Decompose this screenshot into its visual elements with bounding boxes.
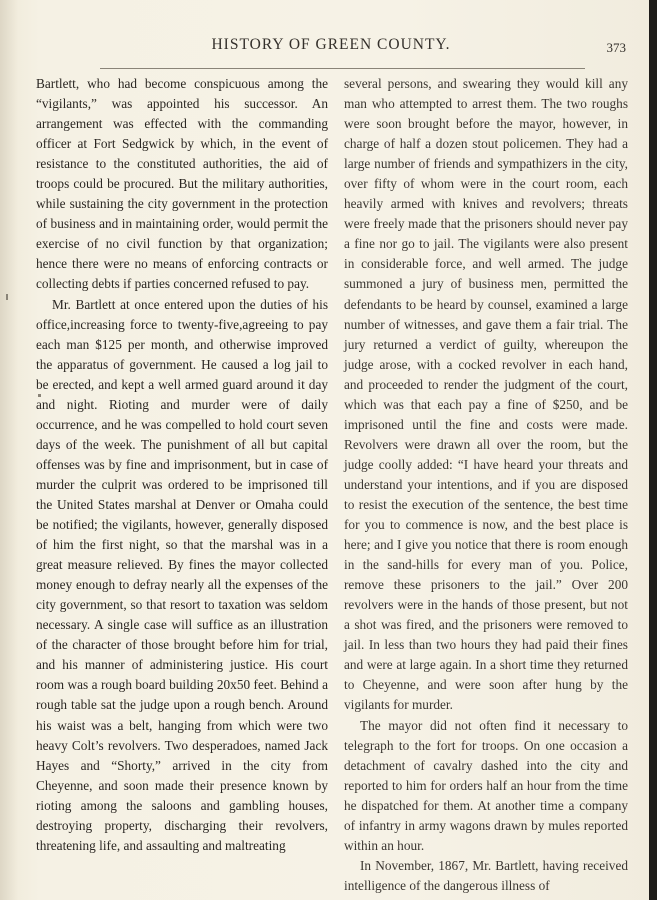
spine-shadow bbox=[0, 0, 18, 900]
left-paragraph-1: Bartlett, who had become conspicuous among the “vigilants,” was appointed his successor. An arrangement was effected with the commanding officer at Fort Sedgwick by which, in the event of resistance to the constituted authorities, the aid of troops could be procured. But the military authorities, while sustaining the city government in the protection of business and in maintaining order, would permit the exercise of no civil function by that organization; hence there were no means of enforcing contracts or collecting debts if parties concerned refused to pay. bbox=[36, 76, 328, 292]
margin-speck bbox=[6, 294, 8, 300]
right-paragraph-3: In November, 1867, Mr. Bartlett, having received intelligence of the dangerous illness of bbox=[344, 857, 628, 893]
running-title: HISTORY OF GREEN COUNTY. bbox=[211, 36, 451, 53]
page-header bbox=[36, 36, 626, 60]
right-column bbox=[344, 74, 628, 896]
margin-speck bbox=[38, 394, 41, 397]
header-rule bbox=[100, 68, 585, 69]
left-column bbox=[36, 74, 328, 856]
right-paragraph-1: several persons, and swearing they would kill any man who attempted to arrest them. The two roughs were soon brought before the mayor, however, in charge of half a dozen stout policemen. They had a large number of friends and sympathizers in the city, over fifty of whom were in the court room, each heavily armed with knives and revolvers; threats were freely made that the prisoners should never pay a fine nor go to jail. The vigilants were also present in considerable force, and well armed. The judge summoned a jury of business men, permitted the defendants to be heard by counsel, examined a large number of witnesses, and gave them a fair trial. The jury returned a verdict of guilty, whereupon the judge arose, with a cocked revolver in each hand, and proceeded to render the judgment of the court, which was that each pay a fine of $250, and be imprisoned until the fine and costs were made. Revolvers were drawn all over the room, but the judge coolly added: “I have heard your threats and understand your intentions, and if you are disposed to resist the execution of the sentence, the best time for you to commence is now, and the best place is here; and I give you notice that there is room enough in the sand-hills for every man of you. Police, remove these prisoners to the jail.” Over 200 revolvers were in the hands of those present, but not a shot was fired, and the prisoners were removed to jail. In less than two hours they had paid their fines and were at large again. In a short time they returned to Cheyenne, and were soon after hung by the vigilants for murder. bbox=[344, 76, 628, 713]
left-paragraph-2: Mr. Bartlett at once entered upon the duties of his office,increasing force to twenty-five,agreeing to pay each man $125 per month, and otherwise improved the apparatus of government. He caused a log jail to be erected, and kept a well armed guard around it day and night. Rioting and murder were of daily occurrence, and he was compelled to hold court seven days of the week. The punishment of all but capital offenses was by fine and imprisonment, but in case of murder the culprit was ordered to be imprisoned till the United States marshal at Denver or Omaha could be notified; the vigilants, however, generally disposed of him the first night, so that the marshal was in a great measure relieved. By fines the mayor collected money enough to defray nearly all the expenses of the city government, so that resort to taxation was seldom necessary. A single case will suffice as an illustration of the character of those brought before him for trial, and his manner of administering justice. His court room was a rough board building 20x50 feet. Behind a rough table sat the judge upon a rough bench. Around his waist was a belt, hanging from which were two heavy Colt’s revolvers. Two desperadoes, named Jack Hayes and “Shorty,” arrived in the city from Cheyenne, and soon made their presence known by rioting among the saloons and gambling houses, destroying property, discharging their revolvers, threatening life, and assaulting and maltreating bbox=[36, 296, 328, 853]
page-number: 373 bbox=[606, 40, 626, 55]
page-edge bbox=[649, 0, 657, 900]
right-paragraph-2: The mayor did not often find it necessary to telegraph to the fort for troops. On one occasion a detachment of cavalry dashed into the city and reported to him for orders half an hour from the time he dispatched for them. At another time a company of infantry in army wagons drawn by mules reported within an hour. bbox=[344, 717, 628, 853]
